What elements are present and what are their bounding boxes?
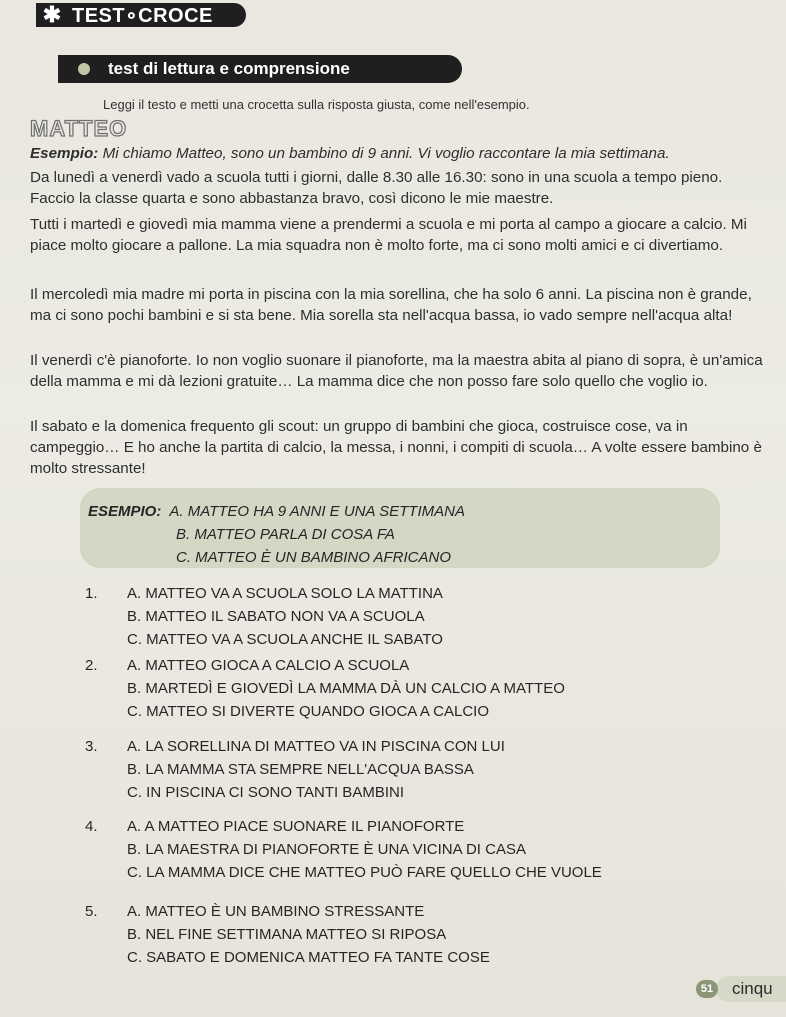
- page-word: cinqu: [732, 979, 773, 998]
- page-footer: [716, 976, 786, 1002]
- question-5-option-b[interactable]: B. NEL FINE SETTIMANA MATTEO SI RIPOSA: [127, 926, 447, 943]
- story-paragraph: Tutti i martedì e giovedì mia mamma viene a prendermi a scuola e mi porta al campo a giocare a calcio. Mi piace molto giocare a pallone. La mia squadra non è molto forte, ma ci sono molti amici e ci divertiamo.: [30, 216, 747, 254]
- question-number: 1.: [85, 585, 98, 602]
- example-question: [88, 500, 778, 569]
- section-bar: [58, 55, 462, 83]
- question-2-option-b[interactable]: B. MARTEDÌ E GIOVEDÌ LA MAMMA DÀ UN CALCIO A MATTEO: [127, 680, 565, 697]
- story-example: [30, 143, 770, 164]
- example-label: ESEMPIO:: [88, 503, 162, 520]
- story-paragraph: Il sabato e la domenica frequento gli scout: un gruppo di bambini che gioca, costruisce cose, va in campeggio… E ho anche la partita di calcio, la messa, i nonni, i compiti di scuola… A volte essere bambino è molto stressante!: [30, 418, 762, 477]
- question-2: [85, 654, 775, 723]
- example-option-a[interactable]: A. MATTEO HA 9 ANNI E UNA SETTIMANA: [169, 503, 465, 520]
- question-3-option-b[interactable]: B. LA MAMMA STA SEMPRE NELL'ACQUA BASSA: [127, 761, 474, 778]
- question-5: [85, 900, 775, 969]
- header-title: TEST∘CROCE: [72, 4, 213, 27]
- question-number: 2.: [85, 657, 98, 674]
- story-paragraph: Il venerdì c'è pianoforte. Io non voglio suonare il pianoforte, ma la maestra abita al piano di sopra, è un'amica della mamma e mi dà lezioni gratuite… La mamma dice che non posso fare solo quello che voglio io.: [30, 352, 763, 390]
- star-icon: ✱: [42, 2, 62, 27]
- question-1: [85, 582, 775, 651]
- question-5-option-a[interactable]: A. MATTEO È UN BAMBINO STRESSANTE: [127, 903, 425, 920]
- question-2-option-c[interactable]: C. MATTEO SI DIVERTE QUANDO GIOCA A CALCIO: [127, 703, 490, 720]
- question-1-option-c[interactable]: C. MATTEO VA A SCUOLA ANCHE IL SABATO: [127, 631, 443, 648]
- header-bar: [36, 3, 246, 27]
- question-3-option-a[interactable]: A. LA SORELLINA DI MATTEO VA IN PISCINA CON LUI: [127, 738, 505, 755]
- question-number: 4.: [85, 818, 98, 835]
- question-1-option-b[interactable]: B. MATTEO IL SABATO NON VA A SCUOLA: [127, 608, 425, 625]
- question-4-option-c[interactable]: C. LA MAMMA DICE CHE MATTEO PUÒ FARE QUELLO CHE VUOLE: [127, 864, 602, 881]
- story-title: MATTEO: [30, 116, 128, 141]
- question-2-option-a[interactable]: A. MATTEO GIOCA A CALCIO A SCUOLA: [127, 657, 410, 674]
- question-5-option-c[interactable]: C. SABATO E DOMENICA MATTEO FA TANTE COSE: [127, 949, 490, 966]
- question-number: 5.: [85, 903, 98, 920]
- story-paragraph: Da lunedì a venerdì vado a scuola tutti i giorni, dalle 8.30 alle 16.30: sono in una scuola a tempo pieno. Faccio la classe quarta e sono abbastanza bravo, così dicono le mie maestre.: [30, 169, 723, 207]
- story-example-label: Esempio:: [30, 145, 99, 162]
- example-option-c[interactable]: C. MATTEO È UN BAMBINO AFRICANO: [176, 549, 452, 566]
- bullet-icon: [78, 63, 90, 75]
- section-title: test di lettura e comprensione: [108, 59, 350, 78]
- story-paragraph: Il mercoledì mia madre mi porta in piscina con la mia sorellina, che ha solo 6 anni. La piscina non è grande, ma ci sono pochi bambini e si sta bene. Mia sorella sta nell'acqua bassa, io vado sempre nell'acqua alta!: [30, 286, 752, 324]
- example-option-b[interactable]: B. MATTEO PARLA DI COSA FA: [176, 526, 395, 543]
- question-4-option-a[interactable]: A. A MATTEO PIACE SUONARE IL PIANOFORTE: [127, 818, 465, 835]
- question-3-option-c[interactable]: C. IN PISCINA CI SONO TANTI BAMBINI: [127, 784, 404, 801]
- story-example-text: Mi chiamo Matteo, sono un bambino di 9 anni. Vi voglio raccontare la mia settimana.: [102, 145, 670, 162]
- question-3: [85, 735, 775, 804]
- question-4: [85, 815, 775, 884]
- question-1-option-a[interactable]: A. MATTEO VA A SCUOLA SOLO LA MATTINA: [127, 585, 443, 602]
- question-4-option-b[interactable]: B. LA MAESTRA DI PIANOFORTE È UNA VICINA DI CASA: [127, 841, 526, 858]
- question-number: 3.: [85, 738, 98, 755]
- instruction-text: Leggi il testo e metti una crocetta sulla risposta giusta, come nell'esempio.: [103, 97, 530, 112]
- page-number-badge: 51: [696, 980, 718, 998]
